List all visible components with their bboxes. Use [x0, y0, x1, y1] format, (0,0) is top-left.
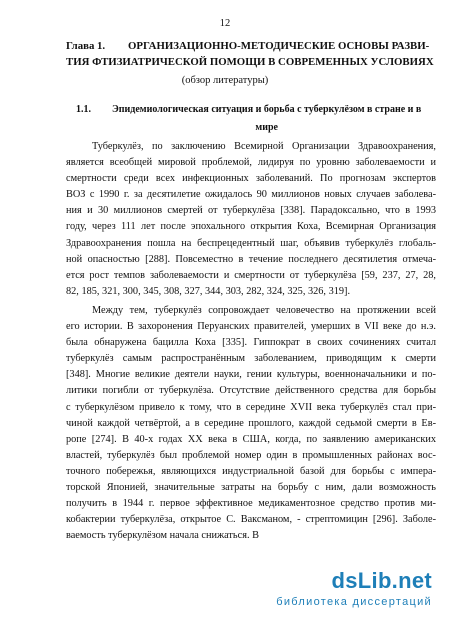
text-line: кобактерии туберкулёза, открытое С. Ваксманом, - стрептомицин [296]. Заболе-	[66, 514, 436, 526]
paragraph-2	[66, 303, 436, 544]
text-line: чиной каждой четвёртой, а в середине прошлого, каждой седьмой смерти в Ев-	[66, 417, 436, 429]
chapter-title-line2: ТИЯ ФТИЗИАТРИЧЕСКОЙ ПОМОЩИ В СОВРЕМЕННЫХ УСЛОВИЯХ	[66, 56, 434, 68]
text-line: точного побережья, являющихся индустриальной базой для борьбы с импера-	[66, 465, 436, 477]
text-line: ропе [274]. В 40-х годах XX века в США, когда, по заявлению американских	[66, 433, 436, 445]
text-line: году, через 111 лет после эпохального открытия Коха, Всемирная Организация	[66, 221, 436, 233]
text-line: 82, 185, 321, 300, 345, 308, 327, 344, 303, 282, 324, 325, 326, 319].	[66, 285, 351, 297]
text-line: властей, туберкулёз был проблемой номер один в промышленных районах вос-	[66, 449, 436, 461]
text-line: является всеобщей мировой проблемой, лидируя по уровню заболеваемости и	[66, 157, 436, 169]
section-title-line2: мире	[255, 122, 278, 133]
paragraph-1	[66, 139, 436, 300]
text-line: ется рост темпов заболеваемости и смертности от туберкулёза [59, 237, 27, 28,	[66, 269, 436, 281]
watermark-logo: dsLib.net	[331, 568, 432, 593]
watermark-subtitle: библиотека диссертаций	[276, 596, 432, 608]
text-line: с туберкулёзом привело к тому, что в середине XVII века туберкулёз стал при-	[66, 401, 436, 413]
chapter-title-line1: ОРГАНИЗАЦИОННО-МЕТОДИЧЕСКИЕ ОСНОВЫ РАЗВИ-	[128, 40, 430, 52]
page-number: 12	[219, 18, 231, 29]
text-line: ния и 30 миллионов смертей от туберкулёза [338]. Парадоксально, что в 1993	[66, 205, 436, 217]
text-line: получить в 1944 г. первое эффективное медикаментозное средство против ми-	[66, 498, 436, 510]
chapter-label: Глава 1.	[66, 40, 106, 52]
text-line: ной опасностью [288]. Повсеместно в течение последнего десятилетия отмеча-	[66, 253, 436, 265]
text-line: Туберкулёз, по заключению Всемирной Организации Здравоохранения,	[92, 141, 436, 152]
text-line: ваемость туберкулёзом начала снижаться. В	[66, 530, 259, 542]
chapter-heading	[66, 38, 436, 70]
section-heading	[76, 101, 436, 137]
text-line: была обнаружена бацилла Коха [335]. Гиппократ в своих сочинениях считал	[66, 337, 436, 349]
text-line: литики погибли от туберкулёза. Отсутствие действенного средства для борьбы	[66, 385, 436, 397]
text-line: ВОЗ с 1990 г. за десятилетие ожидалось 90 миллионов новых случаев заболева-	[66, 189, 436, 201]
text-line: [348]. Многие великие деятели науки, гении культуры, военноначальники и по-	[66, 369, 436, 381]
text-line: смертности среди всех инфекционных заболеваний. По прогнозам экспертов	[66, 173, 436, 185]
section-number: 1.1.	[76, 104, 91, 115]
text-line: туберкулёз самым распространённым заболеванием, приводящим к смерти	[66, 353, 436, 365]
chapter-subtitle: (обзор литературы)	[181, 75, 269, 86]
section-title-line1: Эпидемиологическая ситуация и борьба с туберкулёзом в стране и в	[112, 104, 422, 115]
text-line: торской Японией, значительные затраты на борьбу с ним, дали возможность	[66, 481, 436, 493]
text-line: его истории. В захоронения Перуанских правителей, умерших в VII веке до н.э.	[66, 321, 436, 333]
watermark	[242, 568, 432, 612]
text-line: Между тем, туберкулёз сопровождает человечество на протяжении всей	[92, 304, 436, 316]
body-text	[66, 139, 436, 544]
text-line: Здравоохранения пошла на беспрецедентный шаг, объявив туберкулёз глобаль-	[66, 237, 436, 249]
